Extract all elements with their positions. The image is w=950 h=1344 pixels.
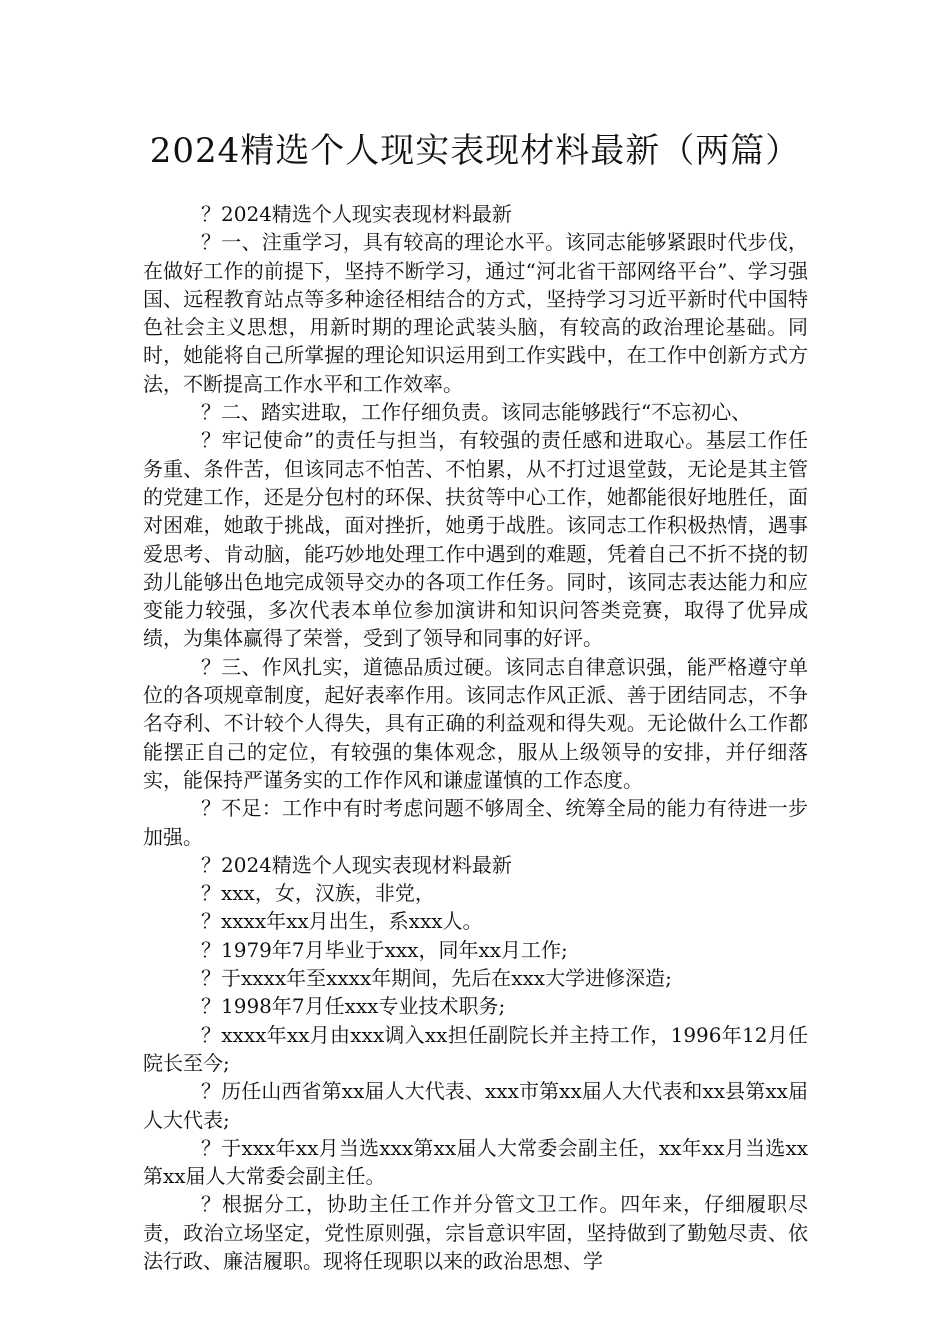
paragraph: ？1979年7月毕业于xxx，同年xx月工作; bbox=[201, 937, 568, 962]
document-title: 2024精选个人现实表现材料最新（两篇） bbox=[149, 131, 801, 171]
paragraph: ？于xxx年xx月当选xxx第xx届人大常委会副主任，xx年xx月当选xx第xx届人大常委会副主任。 bbox=[143, 1135, 808, 1189]
paragraph: ？一、注重学习，具有较高的理论水平。该同志能够紧跟时代步伐，在做好工作的前提下，坚持不断学习，通过“河北省干部网络平台”、学习强国、远程教育站点等多种途径相结合的方式，坚持学习习近平新时代中国特色社会主义思想，用新时期的理论武装头脑，有较高的政治理论基础。同时，她能将自己所掌握的理论知识运用到工作实践中，在工作中创新方式方法，不断提高工作水平和工作效率。 bbox=[143, 230, 808, 396]
paragraph: ？根据分工，协助主任工作并分管文卫工作。四年来，仔细履职尽责，政治立场坚定，党性原则强，宗旨意识牢固，坚持做到了勤勉尽责、依法行政、廉洁履职。现将任现职以来的政治思想、学 bbox=[143, 1192, 808, 1273]
paragraph: ？2024精选个人现实表现材料最新 bbox=[201, 202, 512, 226]
paragraph: ？不足：工作中有时考虑问题不够周全、统筹全局的能力有待进一步加强。 bbox=[143, 796, 808, 849]
paragraph: ？1998年7月任xxx专业技术职务; bbox=[201, 994, 506, 1019]
document-body bbox=[143, 200, 808, 1275]
paragraph: ？xxxx年xx月出生，系xxx人。 bbox=[201, 909, 483, 934]
paragraph: ？牢记使命”的责任与担当，有较强的责任感和进取心。基层工作任务重、条件苦，但该同志不怕苦、不怕累，从不打过退堂鼓，无论是其主管的党建工作，还是分包村的环保、扶贫等中心工作，她都能很好地胜任，面对困难，她敢于挑战，面对挫折，她勇于战胜。该同志工作积极热情，遇事爱思考、肯动脑，能巧妙地处理工作中遇到的难题，凭着自己不折不挠的韧劲儿能够出色地完成领导交办的各项工作任务。同时，该同志表达能力和应变能力较强，多次代表本单位参加演讲和知识问答类竞赛，取得了优异成绩，为集体赢得了荣誉，受到了领导和同事的好评。 bbox=[143, 428, 808, 651]
paragraph: ？历任山西省第xx届人大代表、xxx市第xx届人大代表和xx县第xx届人大代表; bbox=[143, 1079, 808, 1132]
paragraph: ？于xxxx年至xxxx年期间，先后在xxx大学进修深造; bbox=[201, 966, 672, 991]
paragraph: ？三、作风扎实，道德品质过硬。该同志自律意识强，能严格遵守单位的各项规章制度，起好表率作用。该同志作风正派、善于团结同志，不争名夺利、不计较个人得失，具有正确的利益观和得失观。无论做什么工作都能摆正自己的定位，有较强的集体观念，服从上级领导的安排，并仔细落实，能保持严谨务实的工作作风和谦虚谨慎的工作态度。 bbox=[143, 654, 808, 792]
paragraph: ？xxxx年xx月由xxx调入xx担任副院长并主持工作，1996年12月任院长至今; bbox=[143, 1022, 808, 1075]
paragraph: ？二、踏实进取，工作仔细负责。该同志能够践行“不忘初心、 bbox=[201, 400, 752, 425]
paragraph: ？2024精选个人现实表现材料最新 bbox=[201, 852, 512, 877]
paragraph: ？xxx，女，汉族，非党， bbox=[201, 881, 435, 906]
